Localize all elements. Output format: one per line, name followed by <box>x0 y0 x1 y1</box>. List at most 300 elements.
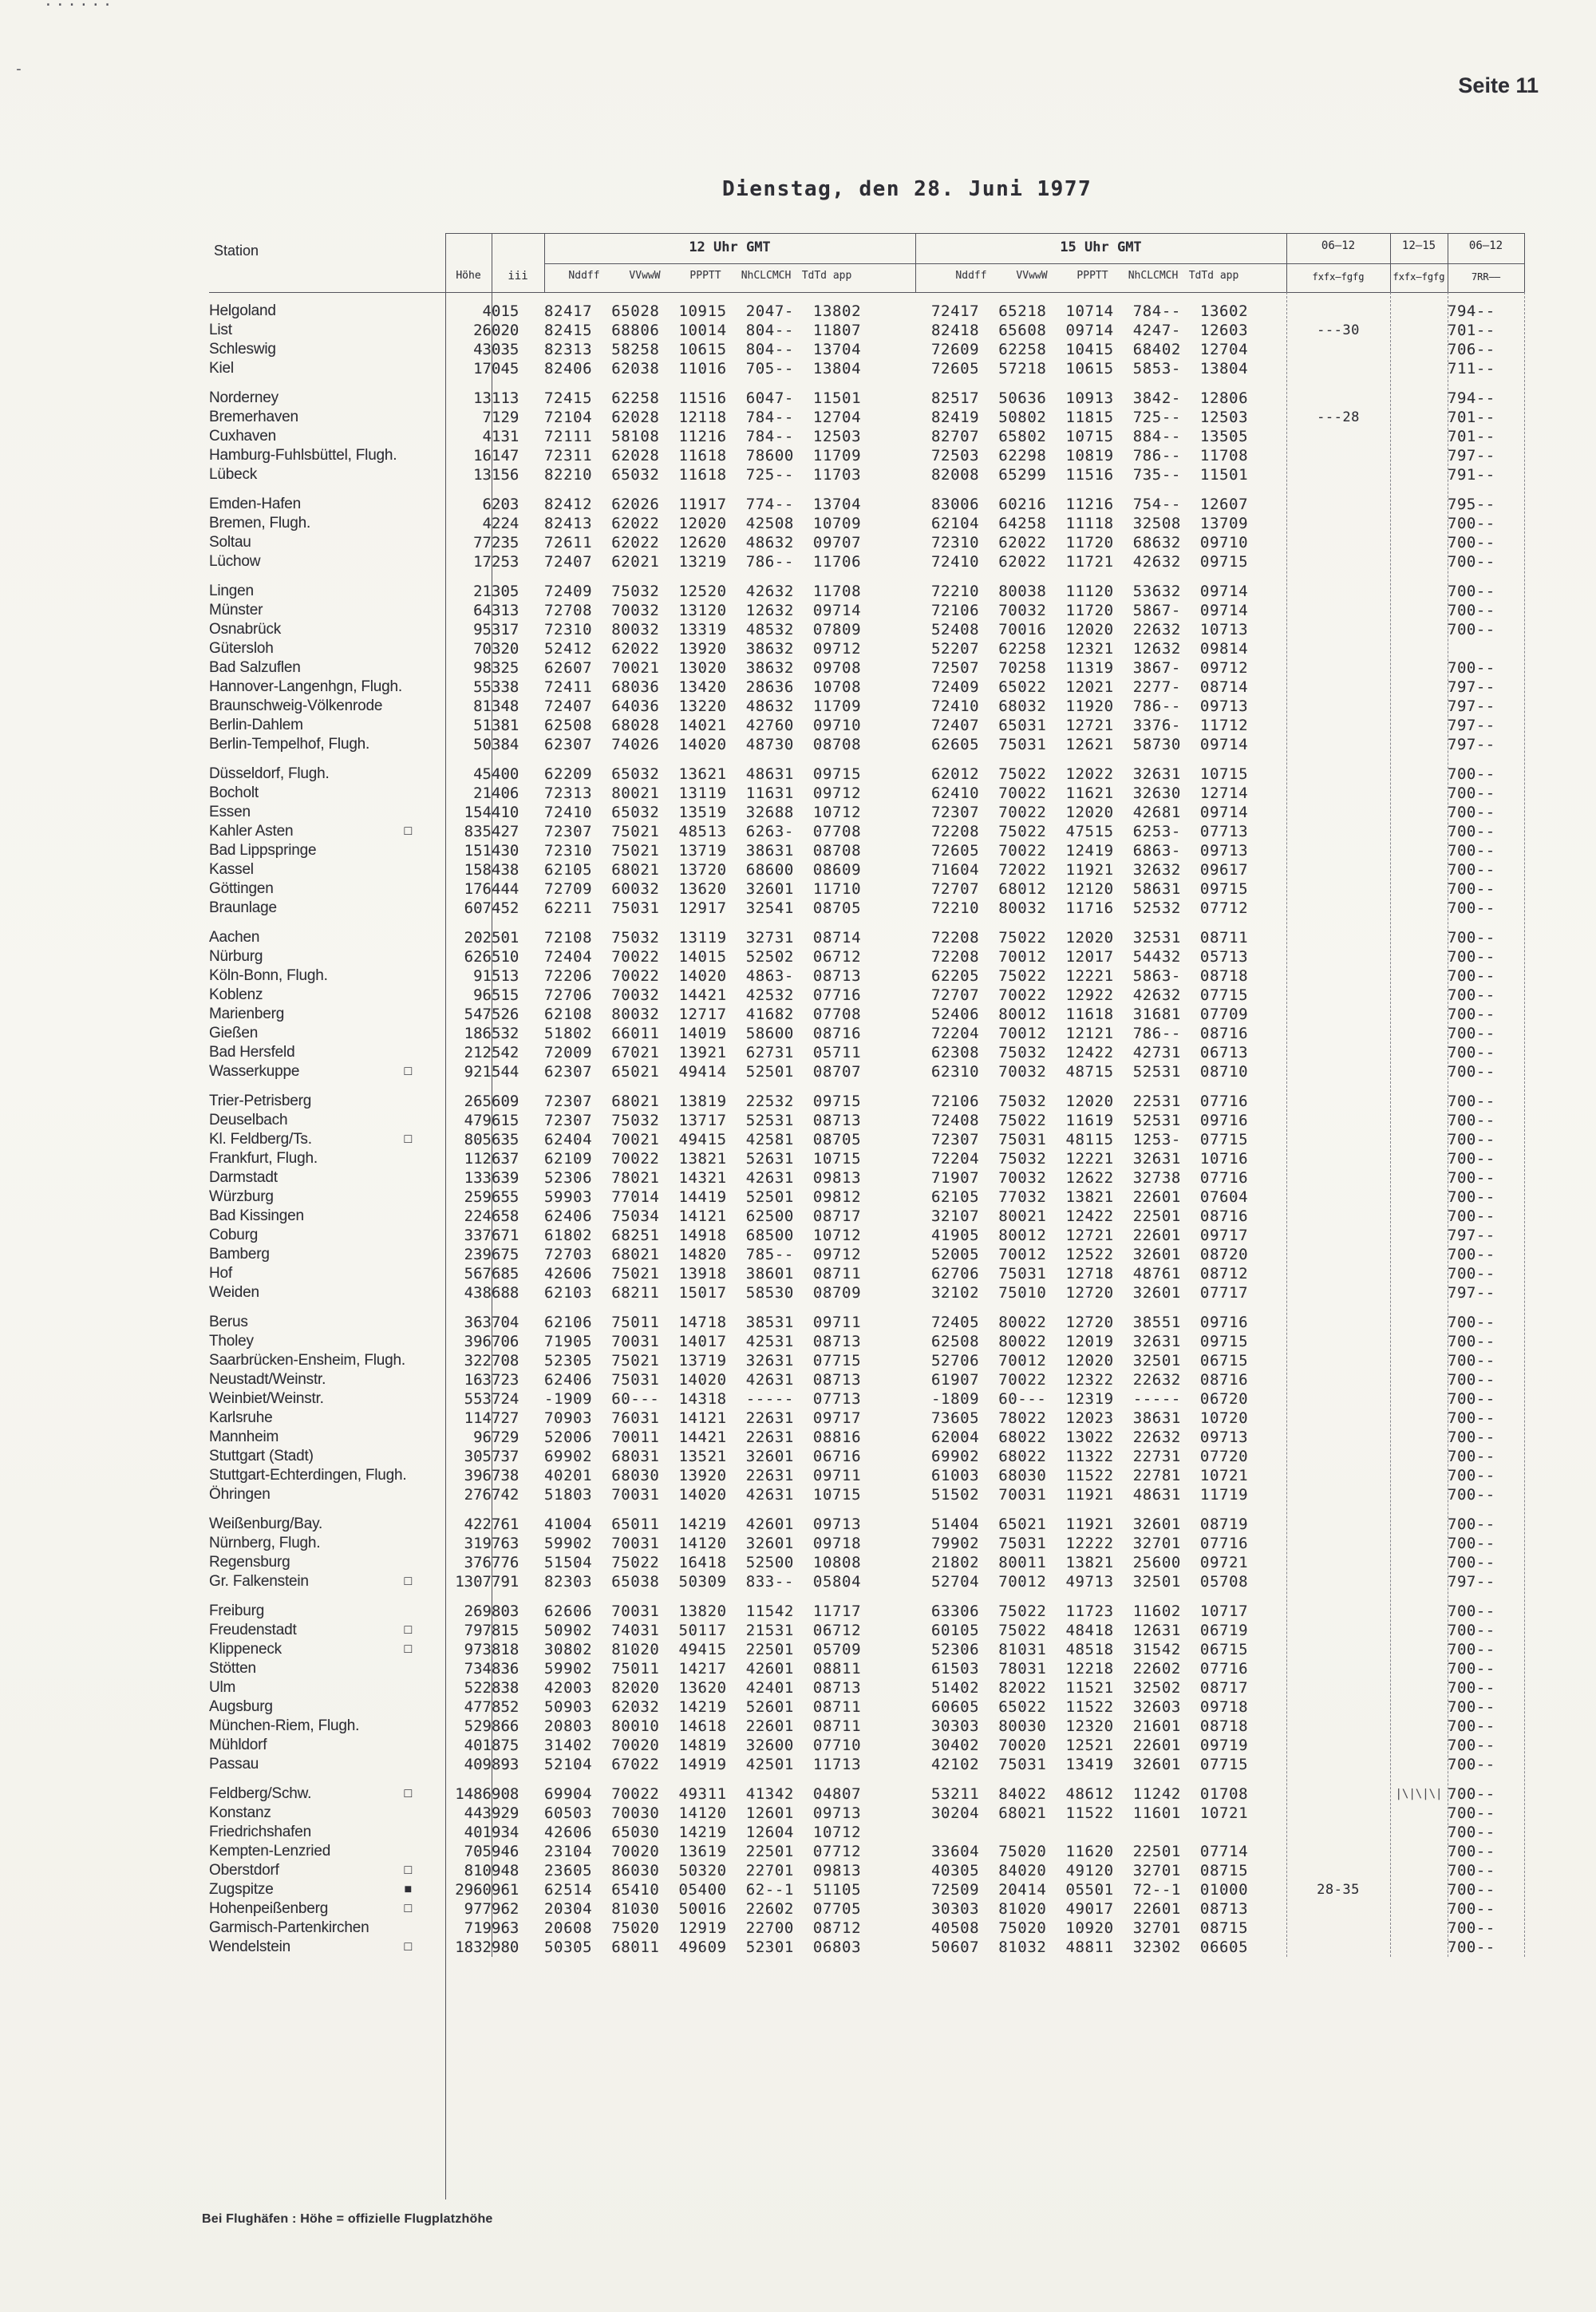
value-06-12 <box>1286 735 1390 754</box>
column-gap <box>899 765 931 784</box>
value-12-15 <box>1390 1640 1448 1659</box>
station-height: 259 <box>464 1188 492 1206</box>
subheader-vvwww: VVwwW <box>1016 270 1048 282</box>
value-7rr: 797-- <box>1448 698 1495 715</box>
column-gap <box>899 928 931 947</box>
station-cell <box>209 1678 445 1697</box>
station-name: Gießen <box>209 1025 259 1041</box>
obs-12gmt: 72104 62028 12118 784-- 12704 <box>544 409 862 426</box>
page-number: Seite 11 <box>1458 73 1539 97</box>
station-symbol: □ <box>404 1623 412 1637</box>
obs-12gmt: 82313 58258 10615 804-- 13704 <box>544 341 862 358</box>
station-name: Gr. Falkenstein <box>209 1573 309 1590</box>
value-12-15 <box>1390 1938 1448 1957</box>
subheader-7rr: 7RR–– <box>1471 271 1501 283</box>
station-iii: 742 <box>492 1486 519 1504</box>
value-12-15 <box>1390 1130 1448 1149</box>
obs-12gmt: 72313 80021 13119 11631 09712 <box>544 784 862 802</box>
station-name: Bad Lippspringe <box>209 842 317 859</box>
station-cell <box>209 1188 445 1207</box>
station-height: 77 <box>473 534 492 551</box>
station-height: 7 <box>482 409 492 426</box>
station-symbol: □ <box>404 824 412 838</box>
value-06-12 <box>1286 1005 1390 1024</box>
column-gap <box>899 1226 931 1245</box>
station-iii: 406 <box>492 784 519 802</box>
station-iii: 836 <box>492 1660 519 1678</box>
obs-15gmt: 72208 70012 12017 54432 05713 <box>931 948 1249 966</box>
station-row <box>209 1447 1524 1466</box>
column-gap <box>899 1678 931 1697</box>
station-row <box>209 1043 1524 1062</box>
column-gap <box>899 340 931 359</box>
station-row <box>209 389 1524 408</box>
station-cell <box>209 1659 445 1678</box>
obs-12gmt: 72611 62022 12620 48632 09707 <box>544 534 862 551</box>
station-height: 114 <box>464 1409 492 1427</box>
station-height: 176 <box>464 880 492 898</box>
station-height: 95 <box>473 621 492 638</box>
station-cell <box>209 1736 445 1755</box>
value-06-12: ---30 <box>1317 322 1360 338</box>
value-7rr: 700-- <box>1448 1025 1495 1042</box>
station-row <box>209 620 1524 639</box>
value-12-15 <box>1390 340 1448 359</box>
column-gap <box>899 1572 931 1591</box>
station-iii: 020 <box>492 322 519 339</box>
value-06-12 <box>1286 601 1390 620</box>
station-row <box>209 1351 1524 1370</box>
header-06-12: 06–12 <box>1321 239 1356 252</box>
obs-12gmt: 42003 82020 13620 42401 08713 <box>544 1679 862 1697</box>
page-title: Dienstag, den 28. Juni 1977 <box>722 177 1092 201</box>
value-12-15 <box>1390 928 1448 947</box>
column-gap <box>899 658 931 678</box>
station-cell <box>209 1534 445 1553</box>
subheader-ppptt: PPPTT <box>689 270 721 282</box>
value-7rr: 700-- <box>1448 1150 1495 1168</box>
obs-12gmt: 69904 70022 49311 41342 04807 <box>544 1785 862 1803</box>
station-name: Lüchow <box>209 553 261 570</box>
value-7rr: 700-- <box>1448 1785 1495 1803</box>
value-12-15 <box>1390 1572 1448 1591</box>
column-gap <box>899 1515 931 1534</box>
station-name: Regensburg <box>209 1554 290 1571</box>
station-height: 547 <box>464 1006 492 1023</box>
subheader-12gmt <box>554 270 857 282</box>
station-height: 734 <box>464 1660 492 1678</box>
station-iii: 253 <box>492 553 519 571</box>
station-row <box>209 841 1524 860</box>
value-06-12 <box>1286 1283 1390 1302</box>
station-iii: 685 <box>492 1265 519 1282</box>
station-name: Wendelstein <box>209 1939 291 1955</box>
column-gap <box>899 514 931 533</box>
station-cell <box>209 879 445 899</box>
obs-12gmt: 71905 70031 14017 42531 08713 <box>544 1333 862 1350</box>
value-7rr: 700-- <box>1448 659 1495 677</box>
station-iii: 893 <box>492 1756 519 1773</box>
value-12-15 <box>1390 658 1448 678</box>
subheader-tdtd: TdTd app <box>1188 270 1239 282</box>
station-row <box>209 1409 1524 1428</box>
station-iii: 515 <box>492 986 519 1004</box>
value-12-15 <box>1390 1447 1448 1466</box>
station-name: Gütersloh <box>209 640 274 657</box>
column-gap <box>899 716 931 735</box>
value-06-12 <box>1286 1207 1390 1226</box>
value-12-15 <box>1390 1621 1448 1640</box>
station-row <box>209 1602 1524 1621</box>
station-iii: 147 <box>492 447 519 464</box>
column-gap <box>899 1111 931 1130</box>
value-12-15 <box>1390 1226 1448 1245</box>
column-gap <box>899 1389 931 1409</box>
station-cell <box>209 1861 445 1880</box>
column-gap <box>899 1283 931 1302</box>
obs-15gmt: 41905 80012 12721 22601 09717 <box>931 1227 1249 1244</box>
header-06-12-b: 06–12 <box>1468 239 1503 252</box>
obs-15gmt: 32107 80021 12422 22501 08716 <box>931 1207 1249 1225</box>
station-cell <box>209 1062 445 1081</box>
station-height: 553 <box>464 1390 492 1408</box>
observation-table <box>209 302 1524 1957</box>
station-cell <box>209 1621 445 1640</box>
value-06-12 <box>1286 1678 1390 1697</box>
station-row <box>209 1245 1524 1264</box>
value-7rr: 700-- <box>1448 804 1495 821</box>
value-12-15 <box>1390 1264 1448 1283</box>
station-row <box>209 321 1524 340</box>
station-iii: 430 <box>492 842 519 860</box>
value-06-12 <box>1286 1428 1390 1447</box>
value-7rr: 700-- <box>1448 1862 1495 1879</box>
station-height: 479 <box>464 1112 492 1129</box>
value-06-12 <box>1286 1092 1390 1111</box>
obs-15gmt <box>931 1823 1286 1842</box>
station-height: 422 <box>464 1516 492 1533</box>
obs-12gmt: 62106 75011 14718 38531 09711 <box>544 1314 862 1331</box>
obs-12gmt: 72206 70022 14020 4863- 08713 <box>544 967 862 985</box>
group-spacer <box>209 484 1524 495</box>
obs-15gmt: 30303 80030 12320 21601 08718 <box>931 1717 1249 1735</box>
subheader-vvwww: VVwwW <box>629 270 661 282</box>
column-gap <box>899 1313 931 1332</box>
station-name: Garmisch-Partenkirchen <box>209 1919 369 1936</box>
subheader-ppptt: PPPTT <box>1077 270 1108 282</box>
obs-15gmt: 72707 68012 12120 58631 09715 <box>931 880 1249 898</box>
station-iii: 635 <box>492 1131 519 1148</box>
subheader-nddff: Nddff <box>955 270 987 282</box>
scan-artifact-dash: - <box>14 61 23 77</box>
obs-15gmt: 71604 72022 11921 32632 09617 <box>931 861 1249 879</box>
group-spacer <box>209 1774 1524 1784</box>
value-7rr: 706-- <box>1448 341 1495 358</box>
station-row <box>209 1207 1524 1226</box>
value-7rr: 700-- <box>1448 948 1495 966</box>
value-7rr: 700-- <box>1448 1352 1495 1369</box>
obs-15gmt: 72106 70032 11720 5867- 09714 <box>931 602 1249 619</box>
obs-12gmt: 20304 81030 50016 22602 07705 <box>544 1900 862 1918</box>
obs-15gmt: 72210 80038 11120 53632 09714 <box>931 583 1249 600</box>
station-name: Münster <box>209 602 263 619</box>
station-cell <box>209 1370 445 1389</box>
station-iii: 113 <box>492 389 519 407</box>
value-12-15 <box>1390 359 1448 378</box>
obs-15gmt: 71907 70032 12622 32738 07716 <box>931 1169 1249 1187</box>
value-06-12 <box>1286 582 1390 601</box>
station-iii: 015 <box>492 302 519 320</box>
obs-15gmt: 52408 70016 12020 22632 10713 <box>931 621 1249 638</box>
obs-15gmt: 72204 70012 12121 786-- 08716 <box>931 1025 1249 1042</box>
station-row <box>209 1640 1524 1659</box>
station-name: Göttingen <box>209 880 274 897</box>
station-row <box>209 899 1524 918</box>
value-06-12 <box>1286 1823 1390 1842</box>
value-06-12 <box>1286 1659 1390 1678</box>
station-row <box>209 735 1524 754</box>
station-iii: 348 <box>492 698 519 715</box>
obs-12gmt: 50903 62032 14219 52601 08711 <box>544 1698 862 1716</box>
header-hoehe: Höhe <box>456 270 481 282</box>
station-height: 396 <box>464 1467 492 1484</box>
obs-12gmt: 62103 68211 15017 58530 08709 <box>544 1284 862 1302</box>
station-name: Lingen <box>209 583 254 599</box>
station-height: 202 <box>464 929 492 947</box>
value-7rr: 700-- <box>1448 1333 1495 1350</box>
obs-12gmt: 52305 75021 13719 32631 07715 <box>544 1352 862 1369</box>
value-12-15 <box>1390 1823 1448 1842</box>
value-7rr: 700-- <box>1448 1265 1495 1282</box>
station-row <box>209 1919 1524 1938</box>
station-iii: 615 <box>492 1112 519 1129</box>
station-name: Freudenstadt <box>209 1622 297 1638</box>
obs-15gmt: 72408 75022 11619 52531 09716 <box>931 1112 1249 1129</box>
station-cell <box>209 302 445 321</box>
obs-15gmt: 72210 80032 11716 52532 07712 <box>931 899 1249 917</box>
obs-15gmt: 69902 68022 11322 22731 07720 <box>931 1448 1249 1465</box>
station-row <box>209 879 1524 899</box>
obs-15gmt: 72503 62298 10819 786-- 11708 <box>931 447 1249 464</box>
station-row <box>209 1485 1524 1504</box>
station-name: Bremerhaven <box>209 409 298 425</box>
column-gap <box>899 1784 931 1804</box>
station-height: 186 <box>464 1025 492 1042</box>
station-name: Kassel <box>209 861 254 878</box>
station-cell <box>209 1409 445 1428</box>
header-bottom-rule <box>209 292 1524 293</box>
value-12-15 <box>1390 1370 1448 1389</box>
station-iii: 948 <box>492 1862 519 1879</box>
station-height: 64 <box>473 602 492 619</box>
station-height: 239 <box>464 1246 492 1263</box>
value-7rr: 700-- <box>1448 1824 1495 1841</box>
column-gap <box>899 1697 931 1717</box>
station-height: 337 <box>464 1227 492 1244</box>
obs-15gmt: 21802 80011 13821 25600 09721 <box>931 1554 1249 1571</box>
station-row <box>209 1534 1524 1553</box>
station-iii: 727 <box>492 1409 519 1427</box>
value-7rr: 700-- <box>1448 1881 1495 1899</box>
station-row <box>209 465 1524 484</box>
value-12-15 <box>1390 552 1448 571</box>
obs-12gmt: 61802 68251 14918 68500 10712 <box>544 1227 862 1244</box>
value-7rr: 700-- <box>1448 602 1495 619</box>
station-name: Kiel <box>209 360 234 377</box>
group-spacer <box>209 378 1524 389</box>
value-06-12 <box>1286 1534 1390 1553</box>
station-iii: 452 <box>492 899 519 917</box>
value-12-15 <box>1390 533 1448 552</box>
obs-12gmt: 72407 64036 13220 48632 11709 <box>544 698 862 715</box>
value-06-12 <box>1286 302 1390 321</box>
station-iii: 544 <box>492 1063 519 1081</box>
value-06-12 <box>1286 697 1390 716</box>
station-height: 21 <box>473 784 492 802</box>
obs-15gmt: 60105 75022 48418 12631 06719 <box>931 1622 1249 1639</box>
station-row <box>209 1621 1524 1640</box>
station-row <box>209 601 1524 620</box>
value-7rr <box>1448 639 1524 658</box>
station-height: 163 <box>464 1371 492 1389</box>
obs-12gmt: 62514 65410 05400 62--1 51105 <box>544 1881 862 1899</box>
obs-12gmt: 50305 68011 49609 52301 06803 <box>544 1939 862 1956</box>
dashed-rule-right-edge <box>1524 292 1525 1957</box>
station-row <box>209 408 1524 427</box>
obs-12gmt: 23605 86030 50320 22701 09813 <box>544 1862 862 1879</box>
header-mid-rule <box>544 263 1524 264</box>
obs-15gmt: 53211 84022 48612 11242 01708 <box>931 1785 1249 1803</box>
obs-15gmt: 52306 81031 48518 31542 06715 <box>931 1641 1249 1658</box>
value-7rr: 797-- <box>1448 1227 1495 1244</box>
column-gap <box>899 841 931 860</box>
station-height: 438 <box>464 1284 492 1302</box>
station-height: 151 <box>464 842 492 860</box>
obs-12gmt: 41004 65011 14219 42601 09713 <box>544 1516 862 1533</box>
station-height: 133 <box>464 1169 492 1187</box>
station-cell <box>209 1784 445 1804</box>
obs-12gmt: 72709 60032 13620 32601 11710 <box>544 880 862 898</box>
value-06-12 <box>1286 1389 1390 1409</box>
station-name: Wasserkuppe <box>209 1063 300 1080</box>
obs-15gmt: 61003 68030 11522 22781 10721 <box>931 1467 1249 1484</box>
obs-12gmt: 20608 75020 12919 22700 08712 <box>544 1919 862 1937</box>
obs-12gmt: 72307 75032 13717 52531 08713 <box>544 1112 862 1129</box>
obs-15gmt: 72409 65022 12021 2277- 08714 <box>931 678 1249 696</box>
value-7rr: 797-- <box>1448 736 1495 753</box>
value-7rr: 700-- <box>1448 1486 1495 1504</box>
station-name: Karlsruhe <box>209 1409 273 1426</box>
column-gap <box>899 1149 931 1168</box>
subheader-15gmt <box>941 270 1244 282</box>
station-cell <box>209 1823 445 1842</box>
station-height: 626 <box>464 948 492 966</box>
station-iii: 655 <box>492 1188 519 1206</box>
value-12-15 <box>1390 1659 1448 1678</box>
station-iii: 501 <box>492 929 519 947</box>
value-7rr: 700-- <box>1448 553 1495 571</box>
value-7rr: 700-- <box>1448 1622 1495 1639</box>
obs-15gmt: 40305 84020 49120 32701 08715 <box>931 1862 1249 1879</box>
station-symbol: □ <box>404 1863 412 1877</box>
column-gap <box>899 446 931 465</box>
value-06-12 <box>1286 620 1390 639</box>
obs-12gmt: 82303 65038 50309 833-- 05804 <box>544 1573 862 1591</box>
value-06-12 <box>1286 1188 1390 1207</box>
value-12-15 <box>1390 1717 1448 1736</box>
station-cell <box>209 533 445 552</box>
obs-12gmt: -1909 60--- 14318 ----- 07713 <box>544 1390 862 1408</box>
column-gap <box>899 1409 931 1428</box>
station-row <box>209 1678 1524 1697</box>
station-symbol: □ <box>404 1575 412 1588</box>
station-iii: 045 <box>492 360 519 377</box>
station-cell <box>209 1697 445 1717</box>
station-symbol: □ <box>404 1787 412 1800</box>
column-gap <box>899 1736 931 1755</box>
value-7rr: 700-- <box>1448 1371 1495 1389</box>
column-gap <box>899 408 931 427</box>
station-row <box>209 514 1524 533</box>
value-12-15 <box>1390 1755 1448 1774</box>
value-06-12 <box>1286 552 1390 571</box>
obs-12gmt: 52006 70011 14421 22631 08816 <box>544 1429 862 1446</box>
station-height: 835 <box>464 823 492 840</box>
value-7rr: 797-- <box>1448 717 1495 734</box>
header-station: Station <box>214 243 259 259</box>
obs-12gmt: 50902 74031 50117 21531 06712 <box>544 1622 862 1639</box>
value-7rr: 700-- <box>1448 1188 1495 1206</box>
station-name: Aachen <box>209 929 260 946</box>
column-gap <box>899 601 931 620</box>
station-symbol: □ <box>404 1902 412 1915</box>
station-cell <box>209 340 445 359</box>
header-top-rule <box>445 233 1524 234</box>
value-7rr: 700-- <box>1448 842 1495 860</box>
column-gap <box>899 1466 931 1485</box>
station-cell <box>209 620 445 639</box>
value-12-15 <box>1390 1168 1448 1188</box>
station-name: Bad Salzuflen <box>209 659 301 676</box>
value-06-12 <box>1286 514 1390 533</box>
station-cell <box>209 639 445 658</box>
station-iii: 708 <box>492 1352 519 1369</box>
value-06-12 <box>1286 928 1390 947</box>
station-cell <box>209 582 445 601</box>
obs-15gmt: 62410 70022 11621 32630 12714 <box>931 784 1249 802</box>
value-06-12 <box>1286 1024 1390 1043</box>
value-06-12 <box>1286 1168 1390 1188</box>
value-7rr: 700-- <box>1448 1093 1495 1110</box>
station-name: Hannover-Langenhgn, Flugh. <box>209 678 402 695</box>
station-iii: 410 <box>492 804 519 821</box>
value-7rr: 700-- <box>1448 784 1495 802</box>
station-cell <box>209 1168 445 1188</box>
station-iii: 738 <box>492 1467 519 1484</box>
value-7rr: 795-- <box>1448 496 1495 513</box>
obs-15gmt: 61907 70022 12322 22632 08716 <box>931 1371 1249 1389</box>
station-iii: 729 <box>492 1429 519 1446</box>
station-name: Ulm <box>209 1679 236 1696</box>
value-7rr: 700-- <box>1448 583 1495 600</box>
station-height: 401 <box>464 1737 492 1754</box>
station-iii: 400 <box>492 765 519 783</box>
value-12-15 <box>1390 716 1448 735</box>
station-cell <box>209 947 445 966</box>
station-row <box>209 1283 1524 1302</box>
station-height: 305 <box>464 1448 492 1465</box>
obs-12gmt: 82412 62026 11917 774-- 13704 <box>544 496 862 513</box>
